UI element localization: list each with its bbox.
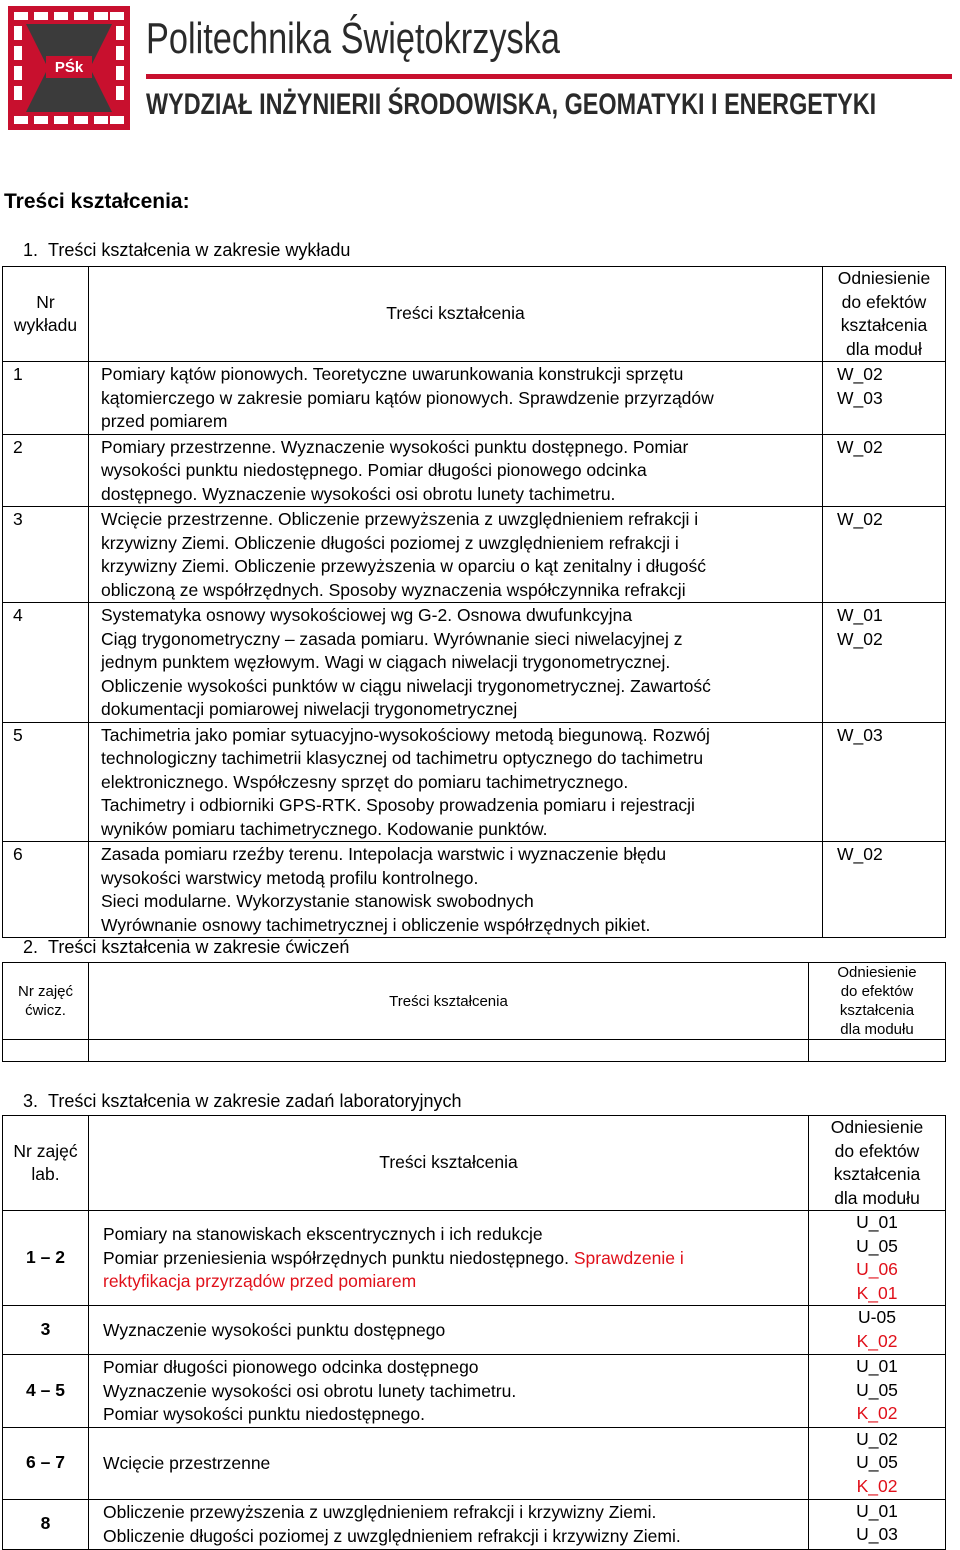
faculty-name: WYDZIAŁ INŻYNIERII ŚRODOWISKA, GEOMATYKI I ENERGETYKI [146, 88, 877, 121]
row-number: 5 [3, 722, 89, 842]
row-number: 4 – 5 [3, 1355, 89, 1428]
svg-text:PŚk: PŚk [54, 59, 84, 76]
header-nr: Nr zajęć ćwicz. [3, 963, 89, 1040]
row-number: 3 [3, 507, 89, 603]
row-content: Obliczenie przewyższenia z uwzględnieniem refrakcji i krzywizny Ziemi. Obliczenie długości poziomej z uwzględnieniem refrakcji i krzywizny Ziemi. [89, 1499, 809, 1549]
table-row [3, 362, 946, 435]
row-number: 1 – 2 [3, 1211, 89, 1306]
row-refs: U_01 U_05 U_06 K_01 [809, 1211, 946, 1306]
header-nr: Nr zajęć lab. [3, 1116, 89, 1211]
table-row [3, 842, 946, 938]
row-number: 3 [3, 1306, 89, 1355]
row-refs: W_02 [823, 507, 946, 603]
row-content: Zasada pomiaru rzeźby terenu. Intepolacja warstwic i wyznaczenie błędu wysokości warstwicy metodą profilu kontrolnego. Sieci modularne. Wykorzystanie stanowisk swobodnych Wyrównanie osnowy tachimetrycznej i obliczenie współrzędnych pikiet. [89, 842, 823, 938]
header-nr: Nr wykładu [3, 267, 89, 362]
table-row [3, 722, 946, 842]
empty-cell [89, 1040, 809, 1062]
row-content: Systematyka osnowy wysokościowej wg G-2. Osnowa dwufunkcyjna Ciąg trygonometryczny – zasada pomiaru. Wyrównanie sieci niwelacyjnej z jednym punktem węzłowym. Wagi w ciągach niwelacji trygonometrycznej. Obliczenie wysokości punktów w ciągu niwelacji trygonometrycznej. Zawartość dokumentacji pomiarowej niwelacji trygonometrycznej [89, 603, 823, 723]
header-divider [146, 74, 952, 79]
row-refs: W_02 [823, 434, 946, 507]
row-number: 6 [3, 842, 89, 938]
table-row [3, 1355, 946, 1428]
section1-title: 1. Treści kształcenia w zakresie wykładu [22, 240, 351, 260]
lab-table [2, 1115, 946, 1550]
row-content: Tachimetria jako pomiar sytuacyjno-wysokościowy metodą biegunową. Rozwój technologiczny tachimetrii klasycznej od tachimetru optycznego do tachimetru elektronicznego. Współczesny sprzęt do pomiaru tachimetrycznego. Tachimetry i odbiorniki GPS-RTK. Sposoby prowadzenia pomiaru i rejestracji wyników pomiaru tachimetrycznego. Kodowanie punktów. [89, 722, 823, 842]
table-row [3, 603, 946, 723]
row-refs: U_01 U_05 K_02 [809, 1355, 946, 1428]
exercises-table [2, 962, 946, 1062]
header-ref: Odniesienie do efektów kształcenia dla modułu [809, 963, 946, 1040]
empty-cell [809, 1040, 946, 1062]
table-row [3, 1040, 946, 1062]
row-number: 2 [3, 434, 89, 507]
table-row [3, 1499, 946, 1549]
university-name: Politechnika Świętokrzyska [146, 14, 560, 63]
row-content: Pomiary na stanowiskach ekscentrycznych i ich redukcje Pomiar przeniesienia współrzędnych punktu niedostępnego. Sprawdzenie i rektyfikacja przyrządów przed pomiarem [89, 1211, 809, 1306]
row-refs: W_02 [823, 842, 946, 938]
empty-cell [3, 1040, 89, 1062]
header-content: Treści kształcenia [89, 963, 809, 1040]
row-refs: U_02 U_05 K_02 [809, 1427, 946, 1499]
row-content: Wcięcie przestrzenne. Obliczenie przewyższenia z uwzględnieniem refrakcji i krzywizny Ziemi. Obliczenie długości poziomej z uwzględnieniem refrakcji i krzywizny Ziemi. Obliczenie przewyższenia w oparciu o kąt zenitalny i długość obliczoną ze współrzędnych. Sposoby wyznaczenia współczynnika refrakcji [89, 507, 823, 603]
table-header-row [3, 963, 946, 1040]
page-header [0, 0, 960, 140]
table-row [3, 1427, 946, 1499]
row-refs: U-05 K_02 [809, 1306, 946, 1355]
row-content: Pomiary przestrzenne. Wyznaczenie wysokości punktu dostępnego. Pomiar wysokości punktu niedostępnego. Pomiar długości pionowego odcinka dostępnego. Wyznaczenie wysokości osi obrotu lunety tachimetru. [89, 434, 823, 507]
header-content: Treści kształcenia [89, 1116, 809, 1211]
row-content: Pomiar długości pionowego odcinka dostępnego Wyznaczenie wysokości osi obrotu lunety tachimetru. Pomiar wysokości punktu niedostępnego. [89, 1355, 809, 1428]
table-header-row [3, 267, 946, 362]
row-number: 8 [3, 1499, 89, 1549]
lecture-table [2, 266, 946, 938]
header-content: Treści kształcenia [89, 267, 823, 362]
row-content: Wcięcie przestrzenne [89, 1427, 809, 1499]
table-row [3, 434, 946, 507]
row-refs: W_02 W_03 [823, 362, 946, 435]
section3-title: 3. Treści kształcenia w zakresie zadań laboratoryjnych [22, 1091, 462, 1111]
header-ref: Odniesienie do efektów kształcenia dla modułu [809, 1116, 946, 1211]
row-content: Wyznaczenie wysokości punktu dostępnego [89, 1306, 809, 1355]
table-row [3, 1211, 946, 1306]
row-number: 6 – 7 [3, 1427, 89, 1499]
university-logo [6, 4, 132, 132]
table-row [3, 1306, 946, 1355]
page-title: Treści kształcenia: [4, 190, 190, 213]
table-header-row [3, 1116, 946, 1211]
row-number: 4 [3, 603, 89, 723]
section2-title: 2. Treści kształcenia w zakresie ćwiczeń [22, 937, 350, 957]
row-refs: U_01 U_03 [809, 1499, 946, 1549]
row-number: 1 [3, 362, 89, 435]
table-row [3, 507, 946, 603]
header-ref: Odniesienie do efektów kształcenia dla moduł [823, 267, 946, 362]
row-refs: W_01 W_02 [823, 603, 946, 723]
row-content: Pomiary kątów pionowych. Teoretyczne uwarunkowania konstrukcji sprzętu kątomierczego w zakresie pomiaru kątów pionowych. Sprawdzenie przyrządów przed pomiarem [89, 362, 823, 435]
row-refs: W_03 [823, 722, 946, 842]
